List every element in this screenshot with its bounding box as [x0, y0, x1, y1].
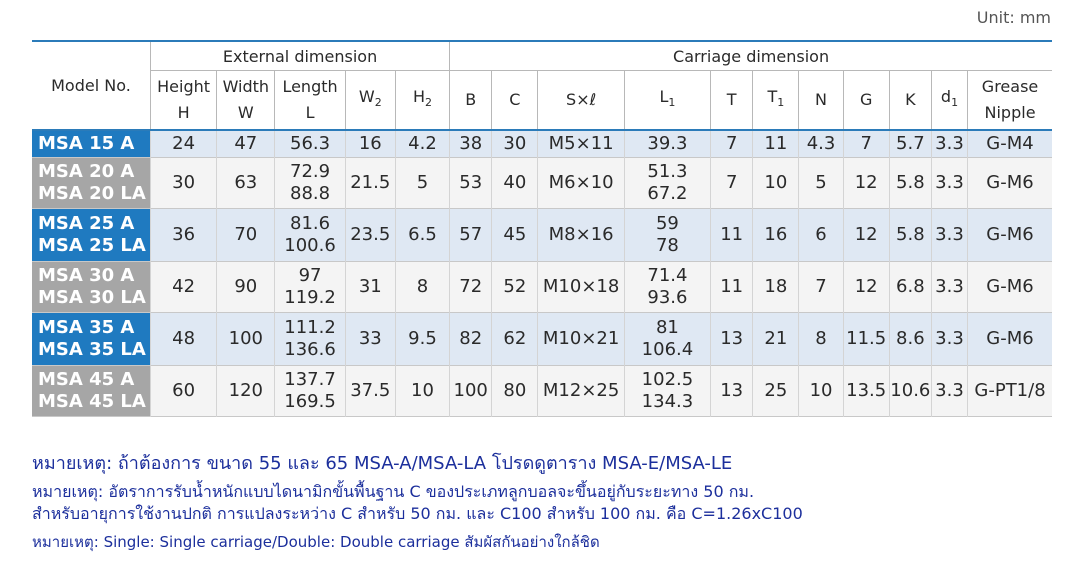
cell-h2: 8	[395, 262, 449, 313]
spec-table-container	[32, 40, 1052, 417]
model-name: MSA 15 A	[38, 133, 135, 154]
cell-h2: 5	[395, 158, 449, 209]
cell-n: 8	[799, 313, 843, 366]
header-carriage-dimension: Carriage dimension	[450, 41, 1052, 71]
cell-d1: 3.3	[931, 313, 967, 366]
cell-sxl: M10×21	[538, 313, 624, 366]
cell-n: 6	[799, 209, 843, 262]
model-name: MSA 20 A	[38, 161, 135, 182]
cell-w2: 31	[345, 262, 395, 313]
cell-n: 10	[799, 366, 843, 417]
cell-d1: 3.3	[931, 262, 967, 313]
cell-w: 100	[217, 313, 275, 366]
cell-t1: 11	[753, 130, 799, 158]
cell-grease: G-M6	[968, 313, 1052, 366]
cell-k: 5.8	[889, 158, 931, 209]
cell-b: 100	[450, 366, 492, 417]
header-sxl: S×ℓ	[538, 71, 624, 131]
model-name: MSA 45 LA	[38, 391, 146, 412]
cell-k: 10.6	[889, 366, 931, 417]
cell-k: 5.8	[889, 209, 931, 262]
model-name: MSA 45 A	[38, 369, 135, 390]
header-l1: $L_1$	[624, 71, 710, 131]
cell-c: 80	[492, 366, 538, 417]
model-name: MSA 25 LA	[38, 235, 146, 256]
cell-sxl: M10×18	[538, 262, 624, 313]
model-name: MSA 35 A	[38, 317, 135, 338]
header-t1: $T_1$	[753, 71, 799, 131]
model-name: MSA 25 A	[38, 213, 135, 234]
cell-l1: 81 106.4	[624, 313, 710, 366]
cell-t1: 16	[753, 209, 799, 262]
cell-g: 12	[843, 262, 889, 313]
cell-n: 4.3	[799, 130, 843, 158]
header-d1: $d_1$	[931, 71, 967, 131]
cell-t1: 21	[753, 313, 799, 366]
model-name: MSA 35 LA	[38, 339, 146, 360]
table-row	[32, 313, 1052, 366]
spec-table-body	[32, 130, 1052, 417]
header-height: Height H	[150, 71, 216, 131]
cell-c: 45	[492, 209, 538, 262]
cell-n: 7	[799, 262, 843, 313]
cell-w: 120	[217, 366, 275, 417]
cell-l1: 59 78	[624, 209, 710, 262]
table-row	[32, 158, 1052, 209]
table-row	[32, 209, 1052, 262]
cell-b: 82	[450, 313, 492, 366]
header-external-dimension: External dimension	[150, 41, 449, 71]
model-cell	[32, 313, 150, 366]
model-cell	[32, 366, 150, 417]
table-row	[32, 262, 1052, 313]
cell-l1: 39.3	[624, 130, 710, 158]
cell-w2: 16	[345, 130, 395, 158]
cell-w2: 21.5	[345, 158, 395, 209]
header-g: G	[843, 71, 889, 131]
cell-d1: 3.3	[931, 130, 967, 158]
cell-h2: 10	[395, 366, 449, 417]
cell-b: 57	[450, 209, 492, 262]
cell-c: 62	[492, 313, 538, 366]
cell-l: 72.9 88.8	[275, 158, 345, 209]
table-row	[32, 366, 1052, 417]
cell-t1: 18	[753, 262, 799, 313]
cell-grease: G-M6	[968, 209, 1052, 262]
cell-grease: G-M6	[968, 158, 1052, 209]
header-w2: $W_2$	[345, 71, 395, 131]
model-cell	[32, 262, 150, 313]
cell-sxl: M8×16	[538, 209, 624, 262]
cell-g: 13.5	[843, 366, 889, 417]
cell-h2: 6.5	[395, 209, 449, 262]
spec-table	[32, 40, 1052, 417]
cell-sxl: M12×25	[538, 366, 624, 417]
cell-k: 8.6	[889, 313, 931, 366]
cell-w2: 33	[345, 313, 395, 366]
cell-t: 7	[711, 158, 753, 209]
cell-w: 90	[217, 262, 275, 313]
header-t: T	[711, 71, 753, 131]
cell-h2: 4.2	[395, 130, 449, 158]
cell-t: 13	[711, 366, 753, 417]
header-width: Width W	[217, 71, 275, 131]
cell-b: 38	[450, 130, 492, 158]
model-cell	[32, 158, 150, 209]
cell-h: 60	[150, 366, 216, 417]
cell-sxl: M6×10	[538, 158, 624, 209]
cell-c: 52	[492, 262, 538, 313]
cell-t: 13	[711, 313, 753, 366]
cell-b: 72	[450, 262, 492, 313]
cell-l: 137.7 169.5	[275, 366, 345, 417]
cell-n: 5	[799, 158, 843, 209]
model-cell	[32, 130, 150, 158]
cell-h2: 9.5	[395, 313, 449, 366]
cell-w2: 23.5	[345, 209, 395, 262]
cell-c: 40	[492, 158, 538, 209]
unit-label: Unit: mm	[976, 8, 1051, 27]
model-cell	[32, 209, 150, 262]
cell-w: 47	[217, 130, 275, 158]
cell-grease: G-M6	[968, 262, 1052, 313]
cell-grease: G-M4	[968, 130, 1052, 158]
cell-d1: 3.3	[931, 158, 967, 209]
cell-h: 24	[150, 130, 216, 158]
cell-d1: 3.3	[931, 366, 967, 417]
cell-k: 5.7	[889, 130, 931, 158]
cell-t1: 25	[753, 366, 799, 417]
cell-t: 11	[711, 262, 753, 313]
model-name: MSA 20 LA	[38, 183, 146, 204]
cell-w: 63	[217, 158, 275, 209]
cell-h: 42	[150, 262, 216, 313]
cell-h: 36	[150, 209, 216, 262]
model-name: MSA 30 A	[38, 265, 135, 286]
cell-g: 12	[843, 209, 889, 262]
header-c: C	[492, 71, 538, 131]
header-n: N	[799, 71, 843, 131]
cell-l: 81.6 100.6	[275, 209, 345, 262]
header-model: Model No.	[32, 41, 150, 130]
cell-grease: G-PT1/8	[968, 366, 1052, 417]
cell-l1: 102.5 134.3	[624, 366, 710, 417]
cell-l: 97 119.2	[275, 262, 345, 313]
cell-w: 70	[217, 209, 275, 262]
model-name: MSA 30 LA	[38, 287, 146, 308]
cell-b: 53	[450, 158, 492, 209]
cell-l1: 51.3 67.2	[624, 158, 710, 209]
cell-c: 30	[492, 130, 538, 158]
cell-t: 11	[711, 209, 753, 262]
table-row	[32, 130, 1052, 158]
note-4: หมายเหตุ: Single: Single carriage/Double: Double carriage สัมผัสกันอย่างใกล้ชิด	[32, 533, 600, 551]
header-b: B	[450, 71, 492, 131]
note-2: หมายเหตุ: อัตราการรับน้ำหนักแบบไดนามิกขั้นพื้นฐาน C ของประเภทลูกบอลจะขึ้นอยู่กับระยะทาง 50 กม.	[32, 482, 755, 501]
cell-l: 56.3	[275, 130, 345, 158]
cell-g: 11.5	[843, 313, 889, 366]
cell-l1: 71.4 93.6	[624, 262, 710, 313]
cell-g: 12	[843, 158, 889, 209]
cell-k: 6.8	[889, 262, 931, 313]
note-1: หมายเหตุ: ถ้าต้องการ ขนาด 55 และ 65 MSA-A/MSA-LA โปรดดูตาราง MSA-E/MSA-LE	[32, 453, 733, 474]
header-h2: $H_2$	[395, 71, 449, 131]
cell-sxl: M5×11	[538, 130, 624, 158]
header-length: Length L	[275, 71, 345, 131]
cell-h: 30	[150, 158, 216, 209]
cell-d1: 3.3	[931, 209, 967, 262]
cell-w2: 37.5	[345, 366, 395, 417]
cell-t1: 10	[753, 158, 799, 209]
header-grease-nipple: Grease Nipple	[968, 71, 1052, 131]
cell-g: 7	[843, 130, 889, 158]
cell-t: 7	[711, 130, 753, 158]
cell-l: 111.2 136.6	[275, 313, 345, 366]
header-k: K	[889, 71, 931, 131]
cell-h: 48	[150, 313, 216, 366]
note-3: สำหรับอายุการใช้งานปกติ การแปลงระหว่าง C สำหรับ 50 กม. และ C100 สำหรับ 100 กม. คือ C=1.26xC100	[32, 504, 803, 523]
